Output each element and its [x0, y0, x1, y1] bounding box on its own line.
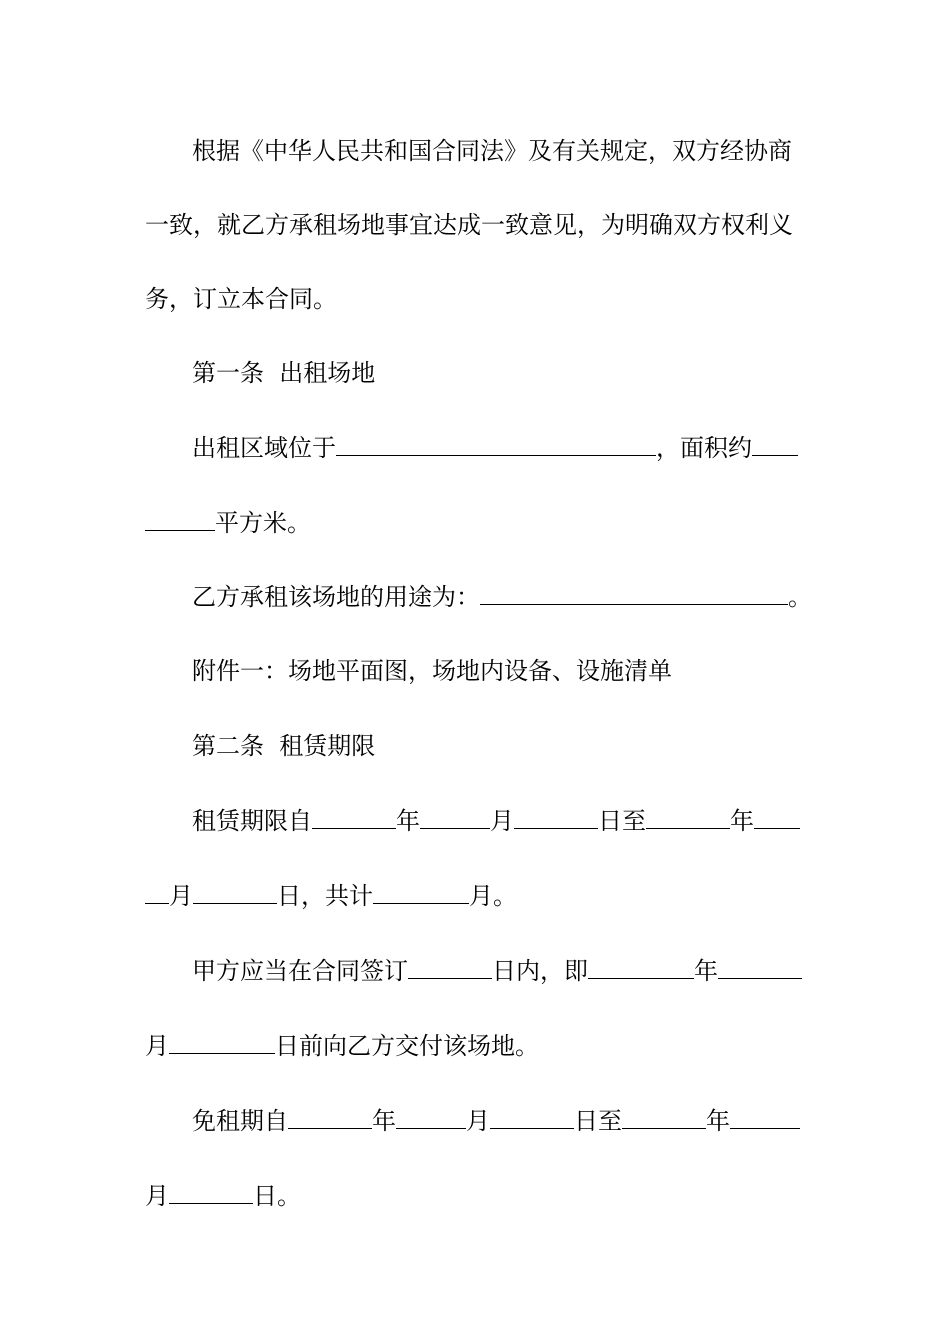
clause-text: 日。 — [253, 1182, 301, 1210]
days-blank — [408, 956, 492, 979]
paragraph-line: 根据《中华人民共和国合同法》及有关规定，双方经协商 — [192, 137, 792, 165]
clause-text: ，面积约 — [656, 434, 752, 462]
clause-rent-free — [192, 1106, 800, 1136]
clause-text: 月 — [490, 807, 514, 835]
clause-purpose — [192, 582, 812, 612]
clause-text: 年 — [694, 957, 718, 985]
clause-text: 月 — [145, 1182, 169, 1210]
months-blank — [373, 881, 469, 904]
year-blank — [588, 956, 694, 979]
month-blank — [730, 1106, 800, 1129]
clause-text: 月。 — [469, 882, 517, 910]
clause-area — [145, 508, 311, 538]
month-blank — [718, 956, 802, 979]
clause-text: 日至 — [574, 1107, 622, 1135]
clause-term — [192, 806, 800, 836]
clause-text: 日内，即 — [492, 957, 588, 985]
clause-delivery — [192, 956, 802, 986]
day-blank — [193, 881, 277, 904]
article-2-title: 第二条 租赁期限 — [192, 732, 376, 760]
clause-text: 日，共计 — [277, 882, 373, 910]
clause-text: 日至 — [598, 807, 646, 835]
day-blank — [169, 1031, 275, 1054]
clause-rent-free — [145, 1181, 301, 1211]
clause-location — [192, 433, 798, 463]
year-blank — [288, 1106, 372, 1129]
clause-text: 出租区域位于 — [192, 434, 336, 462]
clause-text: 年 — [706, 1107, 730, 1135]
month-blank — [754, 806, 800, 829]
paragraph-line: 一致，就乙方承租场地事宜达成一致意见，为明确双方权利义 — [145, 211, 793, 239]
month-blank — [145, 881, 169, 904]
article-1-title: 第一条 出租场地 — [192, 359, 376, 387]
month-blank — [396, 1106, 466, 1129]
day-blank — [514, 806, 598, 829]
purpose-blank — [480, 582, 788, 605]
clause-text: 免租期自 — [192, 1107, 288, 1135]
clause-text: 年 — [730, 807, 754, 835]
clause-text: 月 — [145, 1032, 169, 1060]
clause-text: 日前向乙方交付该场地。 — [275, 1032, 539, 1060]
year-blank — [312, 806, 396, 829]
year-blank — [622, 1106, 706, 1129]
clause-text: 年 — [396, 807, 420, 835]
location-blank — [336, 433, 656, 456]
clause-text: 租赁期限自 — [192, 807, 312, 835]
day-blank — [169, 1181, 253, 1204]
paragraph-line: 务，订立本合同。 — [145, 285, 337, 313]
clause-text: 平方米。 — [215, 509, 311, 537]
clause-term — [145, 881, 517, 911]
clause-text: 月 — [169, 882, 193, 910]
clause-text: 甲方应当在合同签订 — [192, 957, 408, 985]
attachment-line: 附件一：场地平面图，场地内设备、设施清单 — [192, 657, 672, 685]
clause-text: 乙方承租该场地的用途为： — [192, 583, 480, 611]
clause-text: 月 — [466, 1107, 490, 1135]
clause-text: 。 — [788, 583, 812, 611]
year-blank — [646, 806, 730, 829]
day-blank — [490, 1106, 574, 1129]
clause-text: 年 — [372, 1107, 396, 1135]
area-blank — [752, 433, 798, 456]
area-blank — [145, 508, 215, 531]
month-blank — [420, 806, 490, 829]
clause-delivery — [145, 1031, 539, 1061]
